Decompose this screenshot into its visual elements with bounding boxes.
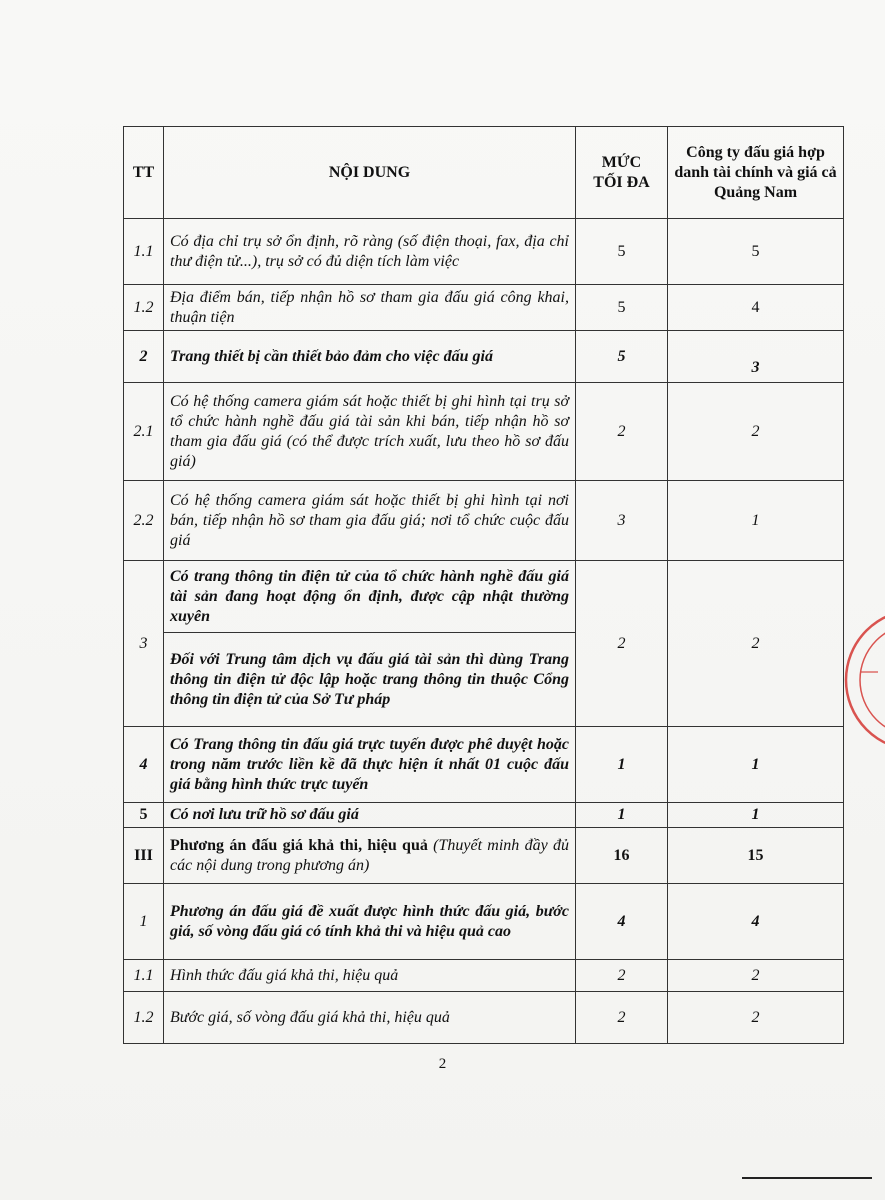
bottom-rule [742,1177,872,1179]
row-max: 1 [576,727,668,803]
row-content: Địa điểm bán, tiếp nhận hồ sơ tham gia đấu giá công khai, thuận tiện [164,285,576,331]
table-row [124,331,844,383]
row-score: 1 [668,727,844,803]
row-tt: 1.2 [124,285,164,331]
row-content [164,828,576,884]
row-tt: 1.1 [124,960,164,992]
row-tt: 1.2 [124,992,164,1044]
row-tt: 1.1 [124,219,164,285]
row-score: 2 [668,960,844,992]
row-content-italic: (Thuyết minh đầy đủ các nội dung trong phương án) [170,836,569,874]
row-content: Có hệ thống camera giám sát hoặc thiết bị ghi hình tại trụ sở tổ chức hành nghề đấu giá tài sản khi bán, tiếp nhận hồ sơ tham gia đấu giá (có thể được trích xuất, lưu theo hồ sơ đấu giá) [164,383,576,481]
row-tt: III [124,828,164,884]
seal-svg [838,602,885,762]
row-tt: 2 [124,331,164,383]
table-row [124,727,844,803]
header-max [576,127,668,219]
row-max: 2 [576,383,668,481]
row-max: 2 [576,561,668,727]
row-max: 5 [576,331,668,383]
row-score: 2 [668,383,844,481]
table-row [124,481,844,561]
row-score: 1 [668,803,844,828]
row-content: Hình thức đấu giá khả thi, hiệu quả [164,960,576,992]
row-max: 3 [576,481,668,561]
page-number: 2 [438,1056,447,1072]
row-content: Bước giá, số vòng đấu giá khả thi, hiệu quả [164,992,576,1044]
row-content: Có hệ thống camera giám sát hoặc thiết bị ghi hình tại nơi bán, tiếp nhận hồ sơ tham gia đấu giá; nơi tổ chức cuộc đấu giá [164,481,576,561]
row-content: Phương án đấu giá đề xuất được hình thức đấu giá, bước giá, số vòng đấu giá có tính khả thi và hiệu quả cao [164,884,576,960]
row-score: 2 [668,992,844,1044]
row-content: Có trang thông tin điện tử của tổ chức hành nghề đấu giá tài sản đang hoạt động ổn định, được cập nhật thường xuyên [164,561,576,633]
table-row [124,285,844,331]
row-tt: 4 [124,727,164,803]
row-content-note: Đối với Trung tâm dịch vụ đấu giá tài sản thì dùng Trang thông tin điện tử độc lập hoặc trang thông tin thuộc Cổng thông tin điện tử của Sở Tư pháp [164,633,576,727]
table-row [124,884,844,960]
header-content: NỘI DUNG [164,127,576,219]
table-row [124,803,844,828]
row-content: Có nơi lưu trữ hồ sơ đấu giá [164,803,576,828]
row-max: 1 [576,803,668,828]
row-tt: 5 [124,803,164,828]
table-row [124,828,844,884]
row-score: 2 [668,561,844,727]
row-tt: 2.1 [124,383,164,481]
row-score: 1 [668,481,844,561]
row-max: 5 [576,285,668,331]
table-row [124,960,844,992]
row-content: Có địa chỉ trụ sở ổn định, rõ ràng (số điện thoại, fax, địa chỉ thư điện tử...), trụ sở có đủ diện tích làm việc [164,219,576,285]
table-row [124,992,844,1044]
table-row [124,561,844,633]
row-score: 4 [668,285,844,331]
row-content-bold: Phương án đấu giá khả thi, hiệu quả [170,836,428,854]
row-content: Có Trang thông tin đấu giá trực tuyến được phê duyệt hoặc trong năm trước liền kề đã thực hiện ít nhất 01 cuộc đấu giá bằng hình thức trực tuyến [164,727,576,803]
table-header-row [124,127,844,219]
row-tt: 1 [124,884,164,960]
header-company: Công ty đấu giá hợp danh tài chính và giá cả Quảng Nam [668,127,844,219]
row-max: 4 [576,884,668,960]
row-score: 5 [668,219,844,285]
row-max: 16 [576,828,668,884]
row-max: 2 [576,960,668,992]
row-score: 3 [668,331,844,383]
row-score: 15 [668,828,844,884]
header-tt: TT [124,127,164,219]
row-tt: 3 [124,561,164,727]
header-max-line2: TỐI ĐA [593,173,650,191]
row-content: Trang thiết bị cần thiết bảo đảm cho việc đấu giá [164,331,576,383]
table-row [124,383,844,481]
company-seal-stamp [838,602,885,762]
header-max-line1: MỨC [601,153,642,171]
row-score: 4 [668,884,844,960]
row-tt: 2.2 [124,481,164,561]
evaluation-table [123,126,844,1044]
table-row [124,219,844,285]
row-max: 2 [576,992,668,1044]
row-max: 5 [576,219,668,285]
